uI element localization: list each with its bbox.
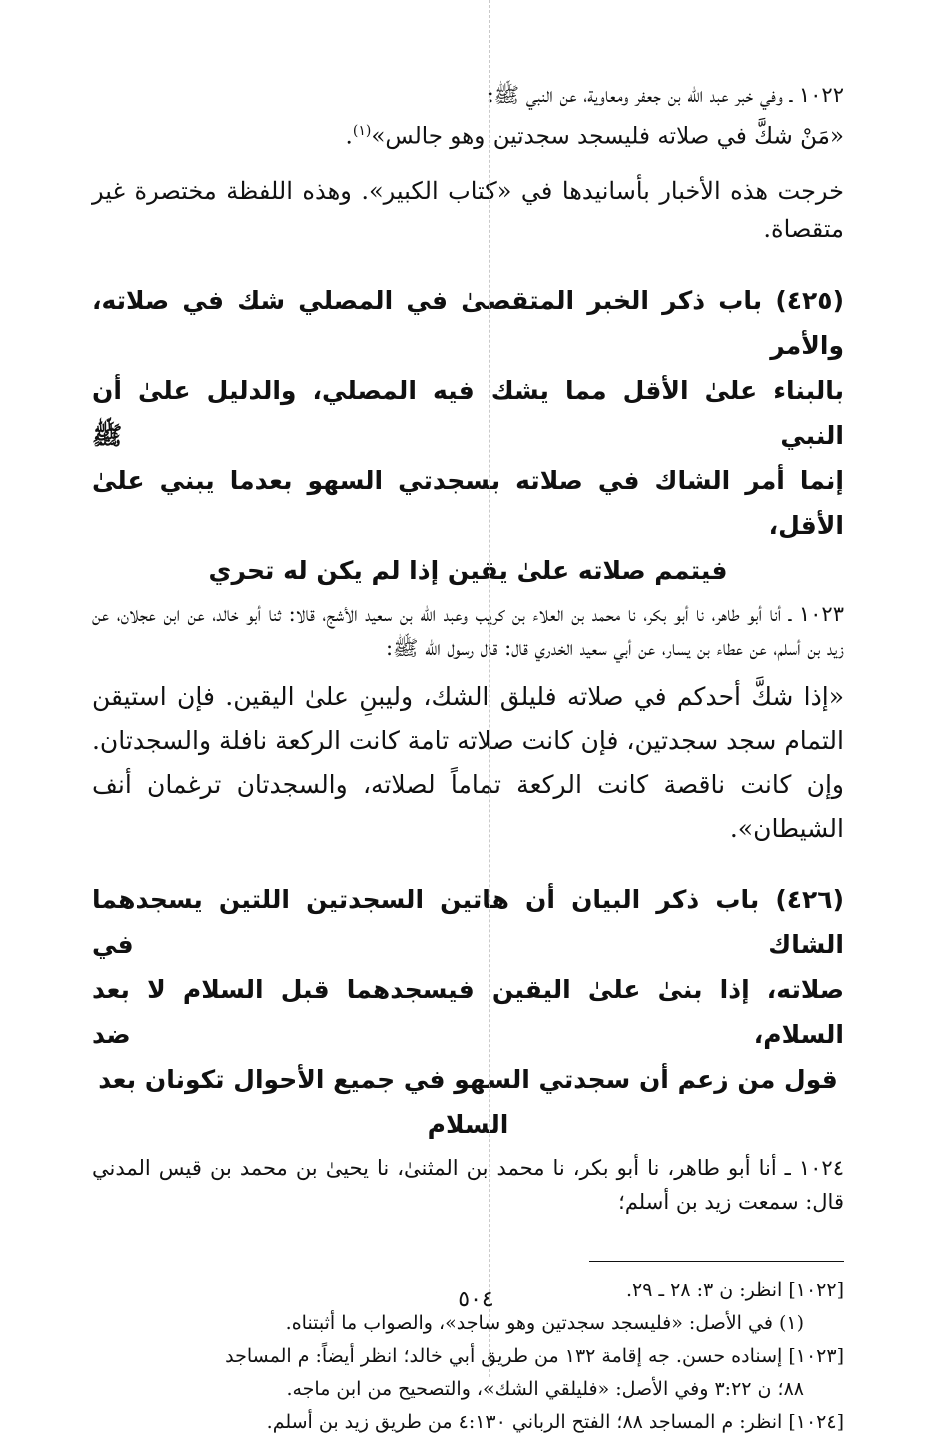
chapter-426-line-3: قول من زعم أن سجدتي السهو في جميع الأحوال تكونان بعد السلام: [98, 1064, 838, 1139]
chapter-425-line-4: فيتمم صلاته علىٰ يقين إذا لم يكن له تحري: [208, 555, 728, 585]
chapter-425-line-2: بالبناء علىٰ الأقل مما يشك فيه المصلي، والدليل علىٰ أن النبي ﷺ: [92, 375, 844, 450]
hadith-1024: [92, 1151, 844, 1219]
hadith-1024-isnad: ١٠٢٤ ـ أنا أبو طاهر، نا أبو بكر، نا محمد بن المثنىٰ، نا يحيىٰ بن محمد بن قيس المدني قال: سمعت زيد بن أسلم؛: [92, 1155, 844, 1214]
chapter-425-line-1: (٤٢٥) باب ذكر الخبر المتقصىٰ في المصلي شك في صلاته، والأمر: [92, 285, 844, 360]
footnote-separator: [589, 1261, 844, 1262]
footnote-1023-line-2: ٨٨؛ ن ٣:٢٢ وفي الأصل: «فليلقي الشك»، والتصحيح من ابن ماجه.: [286, 1377, 804, 1400]
commentary-paragraph: خرجت هذه الأخبار بأسانيدها في «كتاب الكبير». وهذه اللفظة مختصرة غير متقصاة.: [92, 176, 844, 243]
footnote-1: (١) في الأصل: «فليسجد سجدتين وهو ساجد»، والصواب ما أثبتناه.: [285, 1311, 804, 1334]
chapter-426-heading: [92, 877, 844, 1147]
footnote-1024: [١٠٢٤] انظر: م المساجد ٨٨؛ الفتح الرباني ٤:١٣٠ من طريق زيد بن أسلم.: [266, 1410, 844, 1433]
chapter-426-line-1: (٤٢٦) باب ذكر البيان أن هاتين السجدتين اللتين يسجدهما الشاك في: [92, 884, 844, 959]
chapter-425-heading: [92, 278, 844, 593]
hadith-1022-intro: ١٠٢٢ ـ وفي خبر عبد الله بن جعفر ومعاوية، عن النبي ﷺ:: [486, 83, 844, 107]
footnote-1022: [١٠٢٢] انظر: ن ٣: ٢٨ ـ ٢٩.: [626, 1278, 844, 1301]
page-number: ٥٠٤: [458, 1287, 494, 1312]
chapter-425-line-3: إنما أمر الشاك في صلاته بسجدتي السهو بعدما يبني علىٰ الأقل،: [92, 465, 844, 540]
footnote-1023-line-1: [١٠٢٣] إسناده حسن. جه إقامة ١٣٢ من طريق أبي خالد؛ انظر أيضاً: م المساجد: [225, 1344, 844, 1367]
hadith-1023-isnad: ١٠٢٣ ـ أنا أبو طاهر، نا أبو بكر، نا محمد بن العلاء بن كريب وعبد الله بن سعيد الأشج، قالا: ثنا أبو خالد، عن ابن عجلان، عن زيد بن أسلم، عن عطاء بن يسار، عن أبي سعيد الخدري قال: قال رسول الله ﷺ:: [92, 601, 844, 660]
page-fold-line: [489, 0, 490, 1377]
chapter-426-line-2: صلاته، إذا بنىٰ علىٰ اليقين فيسجدهما قبل السلام لا بعد السلام، ضد: [92, 974, 844, 1049]
hadith-1023: [92, 597, 844, 851]
hadith-1022-quote: «مَنْ شكَّ في صلاته فليسجد سجدتين وهو جالس»: [371, 123, 844, 150]
hadith-1023-text: «إذا شكَّ أحدكم في صلاته فليلق الشك، وليبنِ علىٰ اليقين. فإن استيقن التمام سجد سجدتين، فإن كانت صلاته تامة كانت الركعة نافلة والسجدتان. وإن كانت ناقصة كانت الركعة تماماً لصلاته، والسجدتان ترغمان أنف الشيطان».: [91, 681, 844, 843]
hadith-1022: [92, 78, 844, 156]
hadith-1022-text: «مَنْ شكَّ في صلاته فليسجد سجدتين وهو جالس»$^{(١)}$.: [345, 123, 844, 150]
footnote-marker: (١): [352, 123, 372, 139]
